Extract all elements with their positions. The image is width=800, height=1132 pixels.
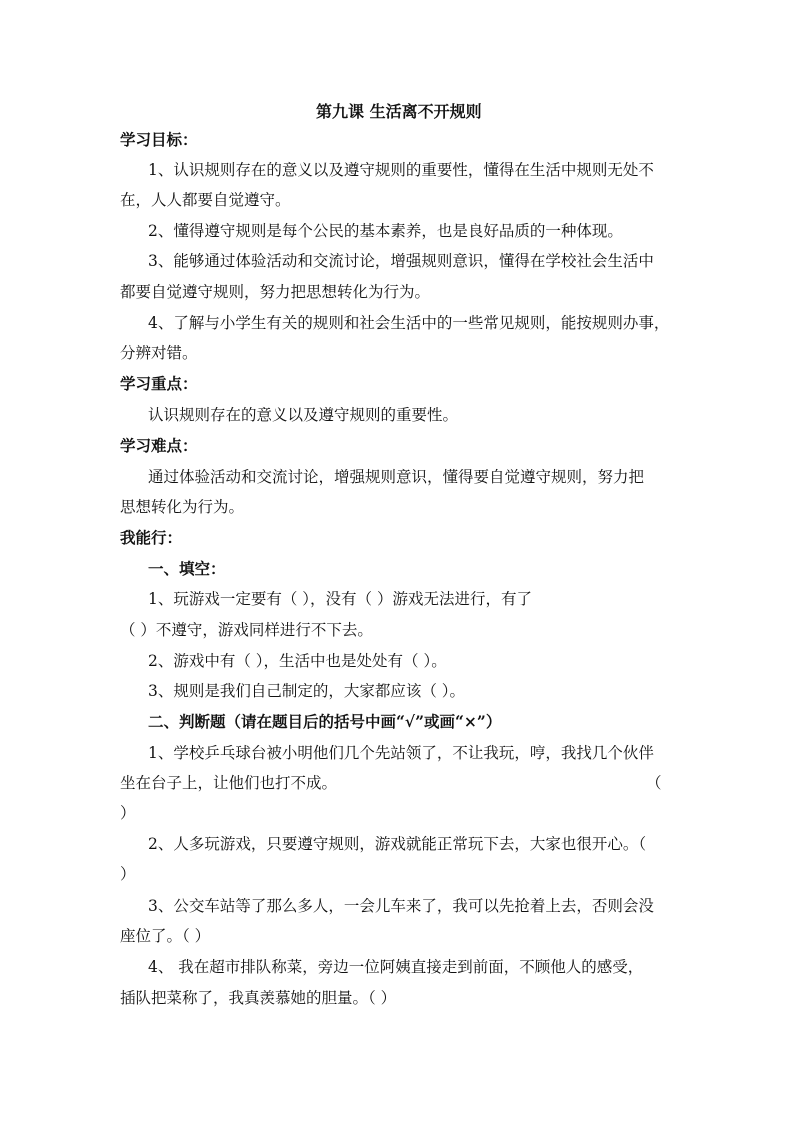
fill-blank-1-line-2: （ ）不遵守，游戏同样进行不下去。 [120,621,373,639]
objective-3-line-1: 3、能够通过体验活动和交流讨论，增强规则意识，懂得在学校社会生活中 [148,252,654,270]
difficulty-heading: 学习难点： [120,436,198,455]
judgment-4-line-2: 插队把菜称了，我真羡慕她的胆量。（ ） [120,989,397,1007]
key-point-text: 认识规则存在的意义以及遵守规则的重要性。 [148,406,459,424]
fill-blank-3: 3、规则是我们自己制定的，大家都应该（ ）。 [148,682,466,700]
objective-1-line-1: 1、认识规则存在的意义以及遵守规则的重要性，懂得在生活中规则无处不 [148,161,654,179]
fill-blank-heading: 一、填空： [148,559,226,578]
objective-4-line-2: 分辨对错。 [120,344,198,362]
practice-heading: 我能行： [120,528,183,547]
objective-1-line-2: 在，人人都要自觉遵守。 [120,191,291,209]
judgment-1-bracket-open: （ [646,774,662,792]
judgment-4-line-1: 4、 我在超市排队称菜，旁边一位阿姨直接走到前面，不顾他人的感受， [148,958,644,976]
objective-3-line-2: 都要自觉遵守规则，努力把思想转化为行为。 [120,283,431,301]
judgment-heading: 二、判断题（请在题目后的括号中画“√”或画“×”） [148,712,502,731]
objective-2: 2、懂得遵守规则是每个公民的基本素养，也是良好品质的一种体现。 [148,222,623,240]
objective-4-line-1: 4、了解与小学生有关的规则和社会生活中的一些常见规则，能按规则办事， [148,314,670,332]
judgment-3-line-1: 3、公交车站等了那么多人，一会儿车来了，我可以先抢着上去，否则会没 [148,897,654,915]
judgment-1-line-1: 1、学校乒乓球台被小明他们几个先站领了，不让我玩，哼，我找几个伙伴 [148,744,654,762]
judgment-1-bracket-close: ） [120,804,136,822]
judgment-1-line-2: 坐在台子上，让他们也打不成。 [120,774,338,792]
fill-blank-1-line-1: 1、玩游戏一定要有（ ），没有（ ）游戏无法进行，有了 [148,590,532,608]
judgment-2-bracket-close: ） [120,865,136,883]
fill-blank-2: 2、游戏中有（ ），生活中也是处处有（ ）。 [148,652,447,670]
difficulty-line-1: 通过体验活动和交流讨论，增强规则意识，懂得要自觉遵守规则，努力把 [148,468,645,486]
judgment-3-line-2: 座位了。（ ） [120,927,211,945]
difficulty-line-2: 思想转化为行为。 [120,498,245,516]
key-point-heading: 学习重点： [120,374,198,393]
lesson-title: 第九课 生活离不开规则 [316,102,482,121]
objectives-heading: 学习目标： [120,130,198,149]
judgment-2-line-1: 2、人多玩游戏，只要遵守规则，游戏就能正常玩下去，大家也很开心。（ [148,835,647,853]
